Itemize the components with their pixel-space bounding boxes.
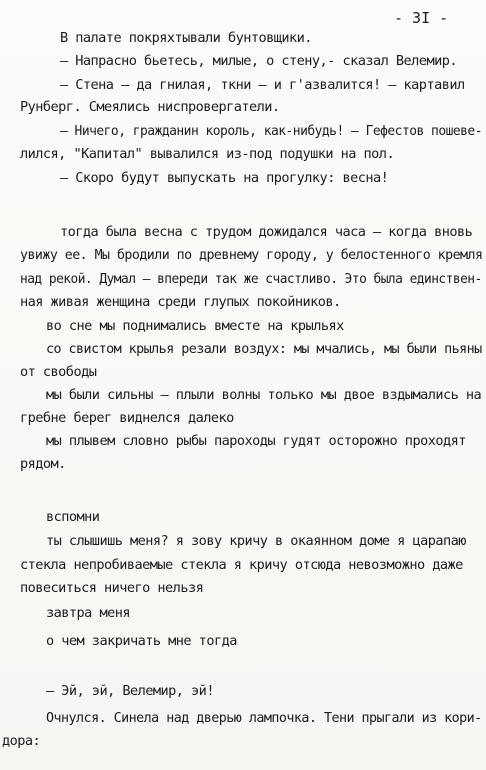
text-line: увижу ее. Мы бродили по древнему городу, у белостенного кремля	[20, 247, 483, 263]
page-number: - 3I -	[394, 9, 449, 27]
text-line: рядом.	[20, 456, 66, 472]
text-line: мы плывем словно рыбы пароходы гудят осторожно проходят	[46, 433, 466, 449]
text-line: дора:	[2, 733, 41, 749]
text-line: со свистом крылья резали воздух: мы мчались, мы были пьяны	[46, 341, 482, 357]
text-line: – Эй, эй, Велемир, эй!	[46, 683, 214, 699]
text-line: – Ничего, гражданин король, как-нибудь! – Гефестов пошеве-	[60, 123, 482, 139]
text-line: – Стена – да гнилая, ткни – и г'азвалится! – картавил	[60, 77, 465, 93]
text-line: повеситься ничего нельзя	[20, 580, 204, 596]
text-line: лился, "Капитал" вывалился из-под подушки на пол.	[20, 146, 395, 162]
text-line: Рунберг. Смеялись ниспровергатели.	[20, 99, 280, 115]
text-line: от свободы	[20, 364, 97, 380]
text-line: о чем закричать мне тогда	[46, 633, 237, 649]
text-line: во сне мы поднимались вместе на крыльях	[46, 318, 344, 334]
text-line: Очнулся. Синела над дверью лампочка. Тени прыгали из кори-	[46, 710, 482, 726]
text-line: вспомни	[46, 509, 100, 525]
text-line: над рекой. Думал – впереди так же счастливо. Это была единствен-	[20, 271, 482, 287]
text-line: – Скоро будут выпускать на прогулку: весна!	[60, 170, 389, 186]
text-line: гребне берег виднелся далеко	[20, 410, 234, 426]
text-line: тогда была весна с трудом дожидался часа – когда вновь	[60, 224, 473, 240]
text-line: мы были сильны – плыли волны только мы двое вздымались на	[46, 387, 482, 403]
text-line: завтра меня	[46, 605, 130, 621]
text-line: стекла непробиваемые стекла я кричу отсюда невозможно даже	[20, 557, 463, 573]
text-line: ная живая женщина среди глупых покойников.	[20, 294, 341, 310]
text-line: ты слышишь меня? я зову кричу в окаянном доме я царапаю	[46, 533, 466, 549]
text-line: – Напрасно бьетесь, милые, о стену,- сказал Велемир.	[60, 53, 457, 69]
text-line: В палате покряхтывали бунтовщики.	[60, 30, 312, 46]
